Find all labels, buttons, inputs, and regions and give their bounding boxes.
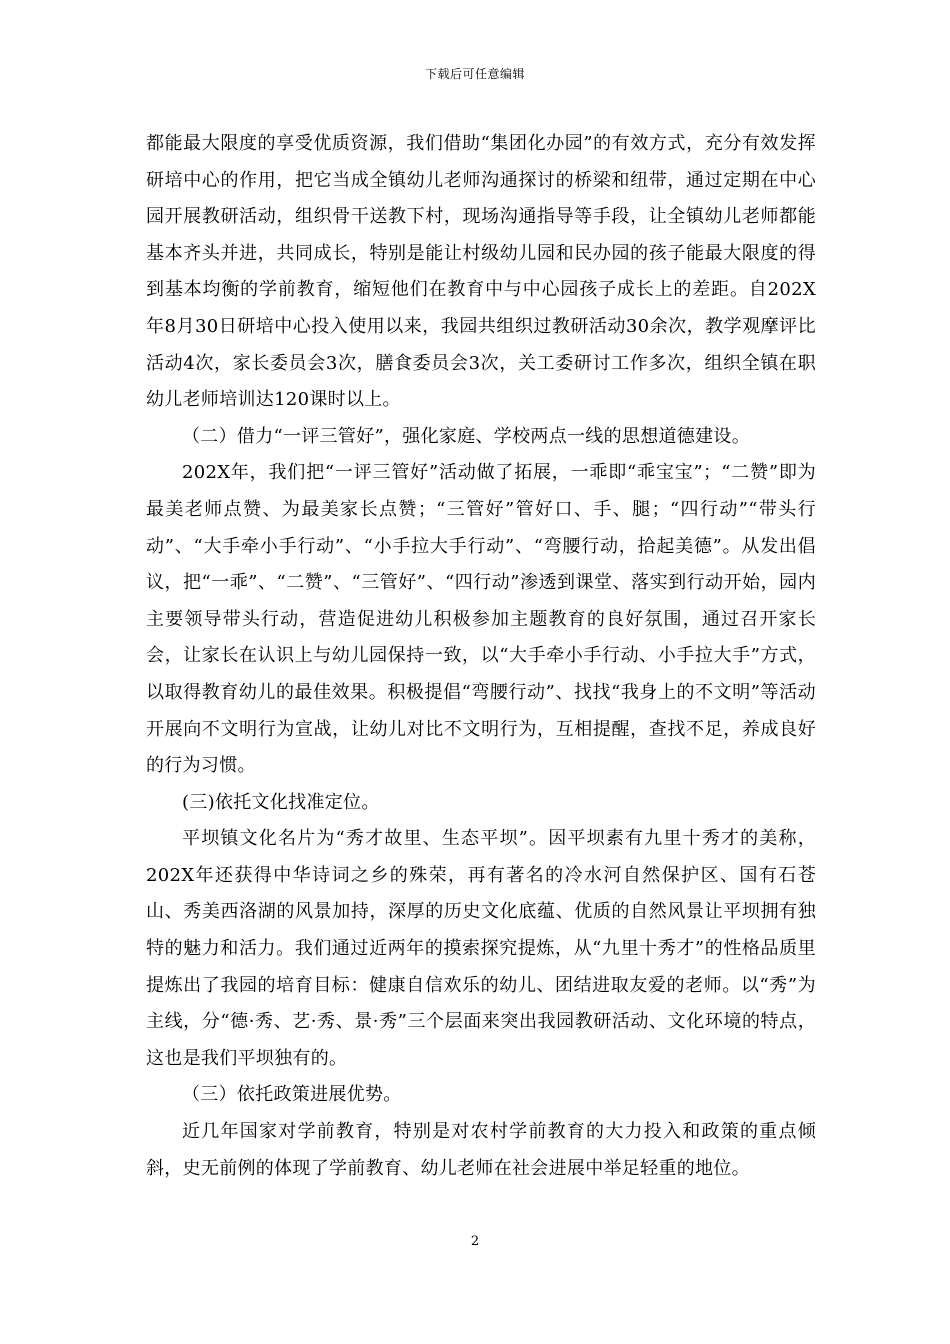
section-heading: （二）借力“一评三管好”，强化家庭、学校两点一线的思想道德建设。 [182, 425, 751, 447]
document-body [146, 126, 816, 1187]
paragraph: 202X年，我们把“一评三管好”活动做了拓展，一乖即“乖宝宝”；“二赞”即为最美老师点赞、为最美家长点赞；“三管好”管好口、手、腿；“四行动”“带头行动”、“大手牵小手行动”、“小手拉大手行动”、“弯腰行动，拾起美德”。从发出倡议，把“一乖”、“二赞”、“三管好”、“四行动”渗透到课堂、落实到行动开始，园内主要领导带头行动，营造促进幼儿积极参加主题教育的良好氛围，通过召开家长会，让家长在认识上与幼儿园保持一致，以“大手牵小手行动、小手拉大手”方式，以取得教育幼儿的最佳效果。积极提倡“弯腰行动”、找找“我身上的不文明”等活动开展向不文明行为宣战，让幼儿对比不文明行为，互相提醒，查找不足，养成良好的行为习惯。 [146, 462, 816, 777]
section-heading: (三)依托文化找准定位。 [182, 791, 380, 813]
page-number: 2 [470, 1234, 480, 1249]
paragraph: 都能最大限度的享受优质资源，我们借助“集团化办园”的有效方式，充分有效发挥研培中心的作用，把它当成全镇幼儿老师沟通探讨的桥梁和纽带，通过定期在中心园开展教研活动，组织骨干送教下村，现场沟通指导等手段，让全镇幼儿老师都能基本齐头并进，共同成长，特别是能让村级幼儿园和民办园的孩子能最大限度的得到基本均衡的学前教育，缩短他们在教育中与中心园孩子成长上的差距。自202X年8月30日研培中心投入使用以来，我园共组织过教研活动30余次，教学观摩评比活动4次，家长委员会3次，膳食委员会3次，关工委研讨工作多次，组织全镇在职幼儿老师培训达120课时以上。 [146, 133, 816, 411]
section-heading: （三）依托政策进展优势。 [182, 1084, 402, 1106]
page-header: 下载后可任意编辑 [424, 67, 525, 81]
paragraph: 平坝镇文化名片为“秀才故里、生态平坝”。因平坝素有九里十秀才的美称，202X年还获得中华诗词之乡的殊荣，再有著名的冷水河自然保护区、国有石苍山、秀美西洛湖的风景加持，深厚的历史文化底蕴、优质的自然风景让平坝拥有独特的魅力和活力。我们通过近两年的摸索探究提炼，从“九里十秀才”的性格品质里提炼出了我园的培育目标：健康自信欢乐的幼儿、团结进取友爱的老师。以“秀”为主线，分“德·秀、艺·秀、景·秀”三个层面来突出我园教研活动、文化环境的特点，这也是我们平坝独有的。 [146, 828, 816, 1069]
paragraph: 近几年国家对学前教育，特别是对农村学前教育的大力投入和政策的重点倾斜，史无前例的体现了学前教育、幼儿老师在社会进展中举足轻重的地位。 [146, 1121, 816, 1179]
